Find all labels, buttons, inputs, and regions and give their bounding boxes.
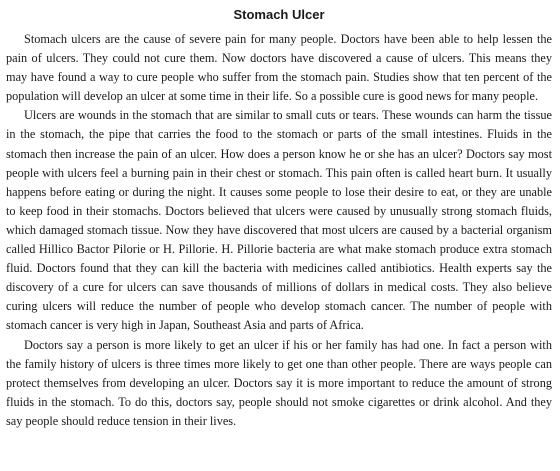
paragraph-2: Ulcers are wounds in the stomach that are similar to small cuts or tears. These wounds can harm the tissue in the stomach, the pipe that carries the food to the stomach or parts of the small intestines. Fluids in the stomach then increase the pain of an ulcer. How does a person know he or she has an ulcer? Doctors say most people with ulcers feel a burning pain in their chest or stomach. This pain often is called heart burn. It usually happens before eating or during the night. It causes some people to lose their desire to eat, or they are unable to keep food in their stomachs. Doctors believed that ulcers were caused by unusually strong stomach fluids, which damaged stomach tissue. Now they have discovered that most ulcers are caused by a bacterial organism called Hillico Bactor Pilorie or H. Pillorie. H. Pillorie bacteria are what make stomach produce extra stomach fluid. Doctors found that they can kill the bacteria with medicines called antibiotics. Health experts say the discovery of a cure for ulcers can save thousands of millions of dollars in medical costs. They also believe curing ulcers will reduce the number of people who develop stomach cancer. The number of people with stomach cancer is very high in Japan, Southeast Asia and parts of Africa.	[6, 108, 552, 333]
paragraph-1: Stomach ulcers are the cause of severe pain for many people. Doctors have been able to help lessen the pain of ulcers. They could not cure them. Now doctors have discovered a cause of ulcers. This means they may have found a way to cure people who suffer from the stomach pain. Studies show that ten percent of the population will develop an ulcer at some time in their life. So a possible cure is good news for many people.	[6, 32, 552, 104]
document-title: Stomach Ulcer	[233, 7, 325, 22]
paragraph-3: Doctors say a person is more likely to get an ulcer if his or her family has had one. In fact a person with the family history of ulcers is three times more likely to get one than other people. There are ways people can protect themselves from developing an ulcer. Doctors say it is more important to reduce the amount of strong fluids in the stomach. To do this, doctors say, people should not smoke cigarettes or drink alcohol. And they say people should reduce tension in their lives.	[6, 337, 552, 428]
